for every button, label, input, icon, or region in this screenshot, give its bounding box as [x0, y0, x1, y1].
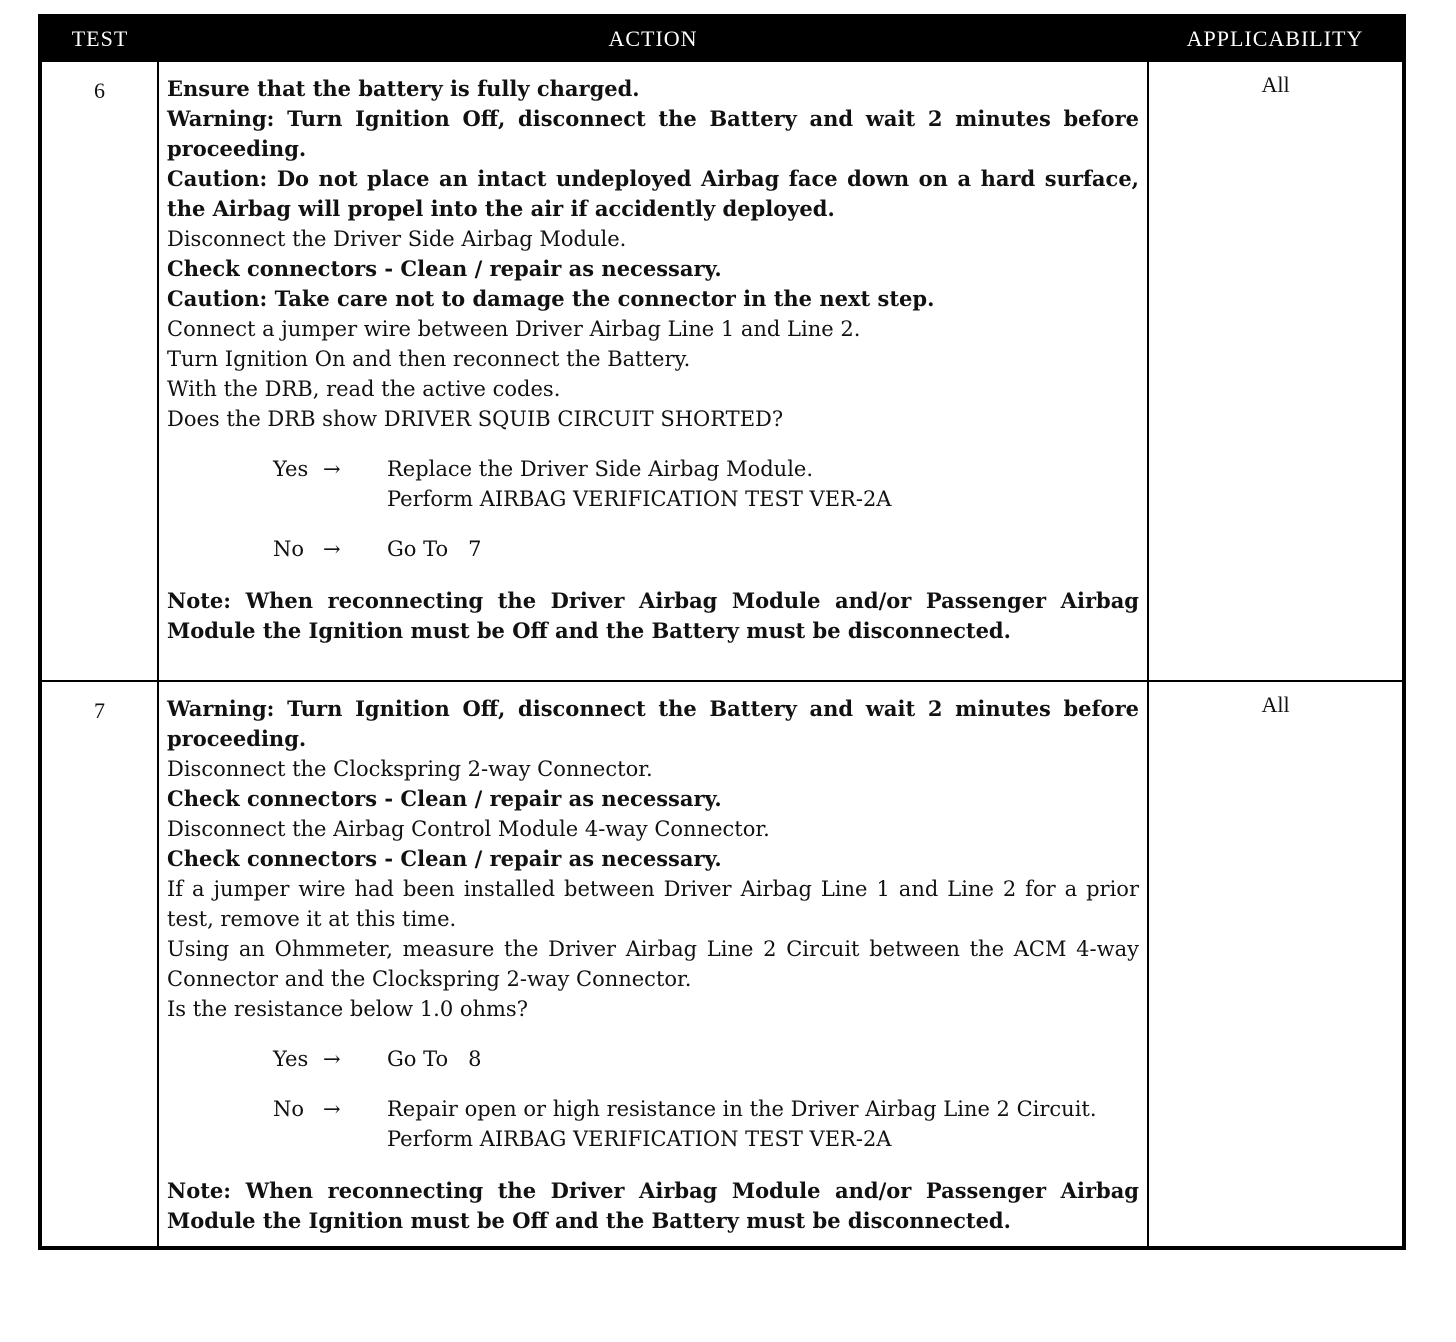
- table-row-test-7: [40, 681, 1404, 1248]
- yes-result: [387, 454, 1139, 514]
- step-text: Disconnect the Clockspring 2-way Connector.: [167, 757, 653, 781]
- table-row-test-6: [40, 61, 1404, 681]
- step-text: Using an Ohmmeter, measure the Driver Airbag Line 2 Circuit between the ACM 4-way Connector and the Clockspring 2-way Connector.: [167, 937, 1139, 991]
- yes-label: Yes: [273, 457, 309, 481]
- result-line: Perform AIRBAG VERIFICATION TEST VER-2A: [387, 487, 892, 511]
- step-text: With the DRB, read the active codes.: [167, 377, 561, 401]
- step-text: Check connectors - Clean / repair as necessary.: [167, 846, 722, 871]
- result-line: Go To 8: [387, 1047, 482, 1071]
- caution-text: Caution: Do not place an intact undeployed Airbag face down on a hard surface, the Airbag will propel into the air if accidently deployed.: [167, 166, 1139, 221]
- yes-label: Yes: [273, 1047, 309, 1071]
- table-header-row: [40, 16, 1404, 61]
- question-text: Does the DRB show DRIVER SQUIB CIRCUIT SHORTED?: [167, 407, 784, 431]
- no-branch: [273, 1094, 1139, 1154]
- result-line: Replace the Driver Side Airbag Module.: [387, 457, 814, 481]
- header-applicability: APPLICABILITY: [1148, 16, 1404, 61]
- applicability-value: All: [1148, 61, 1404, 681]
- yes-result: [387, 1044, 1139, 1074]
- result-line: Perform AIRBAG VERIFICATION TEST VER-2A: [387, 1127, 892, 1151]
- step-text: Check connectors - Clean / repair as necessary.: [167, 786, 722, 811]
- arrow-icon: →: [323, 457, 341, 481]
- applicability-value: All: [1148, 681, 1404, 1248]
- note-text: Note: When reconnecting the Driver Airbag Module and/or Passenger Airbag Module the Ignition must be Off and the Battery must be disconnected.: [167, 1178, 1139, 1233]
- action-cell: [158, 681, 1148, 1248]
- yes-branch: [273, 454, 1139, 514]
- note-text: Note: When reconnecting the Driver Airbag Module and/or Passenger Airbag Module the Ignition must be Off and the Battery must be disconnected.: [167, 588, 1139, 643]
- question-text: Is the resistance below 1.0 ohms?: [167, 997, 528, 1021]
- result-line: Go To 7: [387, 537, 482, 561]
- step-text: Connect a jumper wire between Driver Airbag Line 1 and Line 2.: [167, 317, 861, 341]
- header-test: TEST: [40, 16, 158, 61]
- no-label: No: [273, 1097, 305, 1121]
- step-text: Check connectors - Clean / repair as necessary.: [167, 256, 722, 281]
- no-result: [387, 1094, 1139, 1154]
- warning-text: Warning: Turn Ignition Off, disconnect the Battery and wait 2 minutes before proceeding.: [167, 106, 1139, 161]
- test-number: 6: [40, 61, 158, 681]
- test-number: 7: [40, 681, 158, 1248]
- yes-branch: [273, 1044, 1139, 1074]
- warning-text: Warning: Turn Ignition Off, disconnect the Battery and wait 2 minutes before proceeding.: [167, 696, 1139, 751]
- arrow-icon: →: [323, 1047, 341, 1071]
- diagnostic-test-table: [38, 14, 1406, 1250]
- no-result: [387, 534, 1139, 564]
- caution-text: Caution: Take care not to damage the connector in the next step.: [167, 286, 935, 311]
- action-cell: [158, 61, 1148, 681]
- step-text: If a jumper wire had been installed between Driver Airbag Line 1 and Line 2 for a prior test, remove it at this time.: [167, 877, 1139, 931]
- header-action: ACTION: [158, 16, 1148, 61]
- result-line: Repair open or high resistance in the Driver Airbag Line 2 Circuit.: [387, 1097, 1097, 1121]
- no-label: No: [273, 537, 305, 561]
- arrow-icon: →: [323, 1097, 341, 1121]
- arrow-icon: →: [323, 537, 341, 561]
- no-branch: [273, 534, 1139, 564]
- step-text: Turn Ignition On and then reconnect the Battery.: [167, 347, 691, 371]
- step-text: Ensure that the battery is fully charged.: [167, 76, 640, 101]
- step-text: Disconnect the Driver Side Airbag Module.: [167, 227, 627, 251]
- step-text: Disconnect the Airbag Control Module 4-way Connector.: [167, 817, 770, 841]
